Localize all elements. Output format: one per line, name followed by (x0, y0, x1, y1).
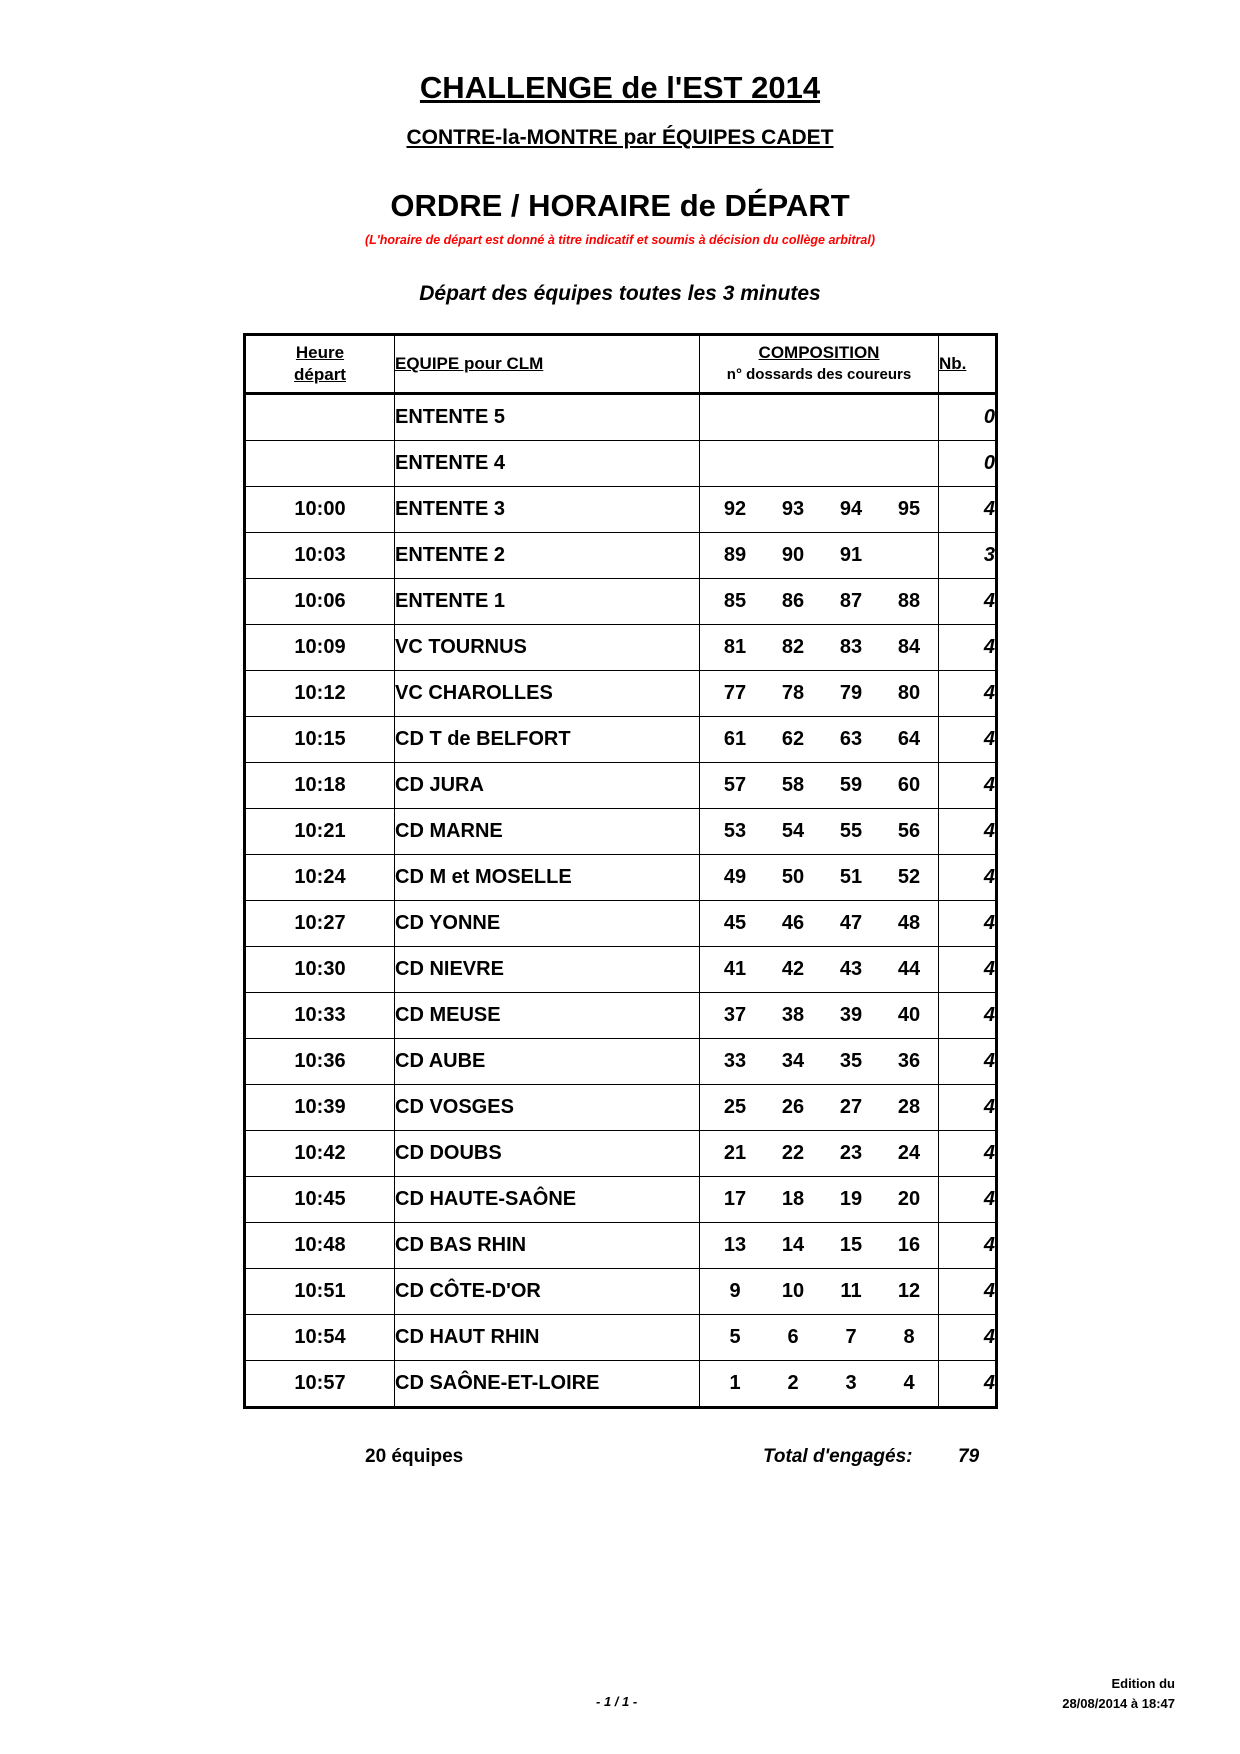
bib-number: 24 (897, 1142, 921, 1164)
bib-list (700, 1050, 938, 1073)
bib-number: 93 (781, 498, 805, 520)
bib-number: 37 (723, 1004, 747, 1026)
bib-list (700, 682, 938, 705)
bib-number: 38 (781, 1004, 805, 1026)
table-row (245, 809, 997, 855)
bib-list (700, 1004, 938, 1027)
team-name: ENTENTE 3 (395, 487, 700, 533)
bib-number: 39 (839, 1004, 863, 1026)
bib-number: 49 (723, 866, 747, 888)
bib-number: 55 (839, 820, 863, 842)
bib-number: 17 (723, 1188, 747, 1210)
bib-number: 36 (897, 1050, 921, 1072)
rider-count: 0 (939, 394, 997, 441)
bib-numbers (700, 1361, 939, 1408)
bib-numbers (700, 855, 939, 901)
rider-count: 4 (939, 1223, 997, 1269)
bib-number: 50 (781, 866, 805, 888)
start-time: 10:42 (245, 1131, 395, 1177)
start-time: 10:24 (245, 855, 395, 901)
bib-number: 79 (839, 682, 863, 704)
table-row (245, 1269, 997, 1315)
bib-number: 64 (897, 728, 921, 750)
start-time: 10:57 (245, 1361, 395, 1408)
table-row (245, 579, 997, 625)
bib-list (700, 590, 938, 613)
edition-label: Edition du (1111, 1676, 1175, 1691)
bib-number: 10 (781, 1280, 805, 1302)
bib-number: 53 (723, 820, 747, 842)
bib-list (700, 544, 938, 567)
bib-numbers (700, 625, 939, 671)
header-count: Nb. (939, 335, 997, 394)
bib-list (700, 958, 938, 981)
start-order-table (243, 333, 998, 1409)
bib-numbers (700, 1177, 939, 1223)
bib-number: 52 (897, 866, 921, 888)
table-row (245, 1085, 997, 1131)
rider-count: 4 (939, 947, 997, 993)
table-row (245, 763, 997, 809)
bib-numbers (700, 809, 939, 855)
start-time: 10:45 (245, 1177, 395, 1223)
teams-count: 20 équipes (365, 1446, 464, 1467)
bib-number: 35 (839, 1050, 863, 1072)
bib-numbers (700, 394, 939, 441)
bib-number: 33 (723, 1050, 747, 1072)
bib-number: 84 (897, 636, 921, 658)
team-name: CD HAUTE-SAÔNE (395, 1177, 700, 1223)
rider-count: 4 (939, 1315, 997, 1361)
team-name: CD HAUT RHIN (395, 1315, 700, 1361)
team-name: ENTENTE 4 (395, 441, 700, 487)
bib-number: 48 (897, 912, 921, 934)
bib-number: 94 (839, 498, 863, 520)
table-header-row (245, 335, 997, 394)
rider-count: 4 (939, 1131, 997, 1177)
bib-number: 85 (723, 590, 747, 612)
bib-numbers (700, 1315, 939, 1361)
header-composition-subtitle: n° dossards des coureurs (726, 366, 912, 383)
bib-numbers (700, 487, 939, 533)
team-name: CD MARNE (395, 809, 700, 855)
bib-number: 46 (781, 912, 805, 934)
bib-number: 7 (845, 1326, 857, 1348)
start-time: 10:36 (245, 1039, 395, 1085)
bib-numbers (700, 763, 939, 809)
start-time: 10:39 (245, 1085, 395, 1131)
team-name: VC CHAROLLES (395, 671, 700, 717)
start-time: 10:27 (245, 901, 395, 947)
bib-list (700, 774, 938, 797)
start-time: 10:51 (245, 1269, 395, 1315)
team-name: CD JURA (395, 763, 700, 809)
bib-number: 57 (723, 774, 747, 796)
bib-number: 2 (787, 1372, 799, 1394)
start-time: 10:30 (245, 947, 395, 993)
table-body (245, 394, 997, 1408)
team-name: CD SAÔNE-ET-LOIRE (395, 1361, 700, 1408)
bib-list (700, 820, 938, 843)
bib-number: 14 (781, 1234, 805, 1256)
rider-count: 4 (939, 625, 997, 671)
bib-numbers (700, 947, 939, 993)
team-name: CD M et MOSELLE (395, 855, 700, 901)
start-time: 10:21 (245, 809, 395, 855)
table-row (245, 394, 997, 441)
bib-list (700, 912, 938, 935)
team-name: CD MEUSE (395, 993, 700, 1039)
total-value: 79 (958, 1446, 980, 1467)
start-time: 10:03 (245, 533, 395, 579)
start-time: 10:18 (245, 763, 395, 809)
team-name: ENTENTE 5 (395, 394, 700, 441)
bib-number: 8 (903, 1326, 915, 1348)
bib-number: 25 (723, 1096, 747, 1118)
table-row (245, 1315, 997, 1361)
bib-list (700, 1234, 938, 1257)
bib-number: 83 (839, 636, 863, 658)
bib-numbers (700, 717, 939, 763)
rider-count: 4 (939, 487, 997, 533)
bib-number: 27 (839, 1096, 863, 1118)
bib-numbers (700, 1039, 939, 1085)
header-team: EQUIPE pour CLM (395, 335, 700, 394)
bib-number: 4 (903, 1372, 915, 1394)
interval-caption: Départ des équipes toutes les 3 minutes (419, 282, 821, 305)
bib-number: 26 (781, 1096, 805, 1118)
bib-list (700, 498, 938, 521)
rider-count: 4 (939, 671, 997, 717)
bib-numbers (700, 533, 939, 579)
bib-list (700, 1326, 938, 1349)
bib-numbers (700, 901, 939, 947)
bib-list (700, 1096, 938, 1119)
header-composition-title: COMPOSITION (758, 343, 880, 362)
team-name: ENTENTE 1 (395, 579, 700, 625)
rider-count: 4 (939, 1177, 997, 1223)
table-row (245, 441, 997, 487)
bib-number: 19 (839, 1188, 863, 1210)
bib-number: 9 (729, 1280, 741, 1302)
bib-list (700, 866, 938, 889)
bib-number: 23 (839, 1142, 863, 1164)
bib-number: 82 (781, 636, 805, 658)
bib-numbers (700, 1223, 939, 1269)
team-name: CD AUBE (395, 1039, 700, 1085)
bib-number: 87 (839, 590, 863, 612)
table-row (245, 487, 997, 533)
bib-number: 56 (897, 820, 921, 842)
bib-number: 90 (781, 544, 805, 566)
bib-numbers (700, 993, 939, 1039)
total-label: Total d'engagés: (763, 1446, 913, 1467)
bib-number: 44 (897, 958, 921, 980)
bib-number: 22 (781, 1142, 805, 1164)
bib-number: 18 (781, 1188, 805, 1210)
table-row (245, 1131, 997, 1177)
bib-numbers (700, 671, 939, 717)
bib-number: 77 (723, 682, 747, 704)
edition-date: 28/08/2014 à 18:47 (1062, 1696, 1175, 1711)
rider-count: 0 (939, 441, 997, 487)
edition-stamp (1062, 1674, 1175, 1714)
start-time: 10:06 (245, 579, 395, 625)
bib-list (700, 1280, 938, 1303)
rider-count: 4 (939, 579, 997, 625)
bib-number: 11 (840, 1280, 862, 1302)
bib-number: 61 (723, 728, 747, 750)
bib-number: 5 (729, 1326, 741, 1348)
bib-number: 91 (839, 544, 863, 566)
bib-number: 43 (839, 958, 863, 980)
rider-count: 4 (939, 901, 997, 947)
bib-number: 81 (723, 636, 747, 658)
bib-number: 16 (897, 1234, 921, 1256)
table-row (245, 671, 997, 717)
start-time: 10:00 (245, 487, 395, 533)
bib-number: 41 (723, 958, 747, 980)
header-composition (700, 335, 939, 394)
start-time: 10:48 (245, 1223, 395, 1269)
team-name: CD DOUBS (395, 1131, 700, 1177)
bib-number: 78 (781, 682, 805, 704)
bib-numbers (700, 1085, 939, 1131)
bib-number: 1 (729, 1372, 741, 1394)
page-number: - 1 / 1 - (596, 1694, 638, 1709)
table-row (245, 625, 997, 671)
bib-number: 28 (897, 1096, 921, 1118)
rider-count: 4 (939, 763, 997, 809)
bib-list (700, 728, 938, 751)
header-time-line2: départ (294, 365, 346, 384)
bib-list (700, 1188, 938, 1211)
start-time: 10:09 (245, 625, 395, 671)
team-name: VC TOURNUS (395, 625, 700, 671)
bib-list (700, 1372, 938, 1395)
bib-numbers (700, 441, 939, 487)
table-row (245, 993, 997, 1039)
bib-number: 20 (897, 1188, 921, 1210)
bib-numbers (700, 1131, 939, 1177)
team-name: CD VOSGES (395, 1085, 700, 1131)
team-name: CD NIEVRE (395, 947, 700, 993)
table-row (245, 855, 997, 901)
bib-number: 51 (839, 866, 863, 888)
bib-number: 89 (723, 544, 747, 566)
bib-number: 42 (781, 958, 805, 980)
table-row (245, 901, 997, 947)
bib-number: 45 (723, 912, 747, 934)
bib-number: 86 (781, 590, 805, 612)
header-time (245, 335, 395, 394)
team-name: CD YONNE (395, 901, 700, 947)
rider-count: 4 (939, 855, 997, 901)
table-row (245, 1177, 997, 1223)
team-name: CD CÔTE-D'OR (395, 1269, 700, 1315)
bib-number: 13 (723, 1234, 747, 1256)
bib-number: 34 (781, 1050, 805, 1072)
bib-number: 92 (723, 498, 747, 520)
rider-count: 4 (939, 717, 997, 763)
document-title: CHALLENGE de l'EST 2014 (419, 70, 821, 105)
rider-count: 3 (939, 533, 997, 579)
rider-count: 4 (939, 993, 997, 1039)
start-time: 10:12 (245, 671, 395, 717)
bib-number: 88 (897, 590, 921, 612)
start-time (245, 441, 395, 487)
team-name: ENTENTE 2 (395, 533, 700, 579)
bib-number: 40 (897, 1004, 921, 1026)
disclaimer-note: (L'horaire de départ est donné à titre indicatif et soumis à décision du collège arbitral) (364, 233, 876, 247)
table-row (245, 717, 997, 763)
rider-count: 4 (939, 1039, 997, 1085)
bib-number: 3 (845, 1372, 857, 1394)
bib-number: 80 (897, 682, 921, 704)
section-heading: ORDRE / HORAIRE de DÉPART (390, 188, 850, 223)
rider-count: 4 (939, 1269, 997, 1315)
start-time: 10:15 (245, 717, 395, 763)
bib-list (700, 636, 938, 659)
bib-number (880, 544, 938, 567)
rider-count: 4 (939, 1085, 997, 1131)
bib-list (700, 1142, 938, 1165)
team-name: CD T de BELFORT (395, 717, 700, 763)
bib-number: 58 (781, 774, 805, 796)
start-time (245, 394, 395, 441)
bib-number: 63 (839, 728, 863, 750)
bib-number: 12 (897, 1280, 921, 1302)
start-time: 10:54 (245, 1315, 395, 1361)
rider-count: 4 (939, 809, 997, 855)
bib-number: 47 (839, 912, 863, 934)
bib-numbers (700, 579, 939, 625)
bib-number: 54 (781, 820, 805, 842)
header-time-line1: Heure (295, 343, 345, 362)
bib-numbers (700, 1269, 939, 1315)
table-row (245, 1361, 997, 1408)
bib-number: 62 (781, 728, 805, 750)
table-row (245, 533, 997, 579)
bib-number: 95 (897, 498, 921, 520)
table-row (245, 1223, 997, 1269)
team-name: CD BAS RHIN (395, 1223, 700, 1269)
bib-number: 21 (723, 1142, 747, 1164)
bib-number: 60 (897, 774, 921, 796)
start-time: 10:33 (245, 993, 395, 1039)
bib-number: 15 (839, 1234, 863, 1256)
table-row (245, 1039, 997, 1085)
bib-number: 6 (787, 1326, 799, 1348)
bib-number: 59 (839, 774, 863, 796)
document-subtitle: CONTRE-la-MONTRE par ÉQUIPES CADET (406, 126, 834, 149)
table-row (245, 947, 997, 993)
rider-count: 4 (939, 1361, 997, 1408)
